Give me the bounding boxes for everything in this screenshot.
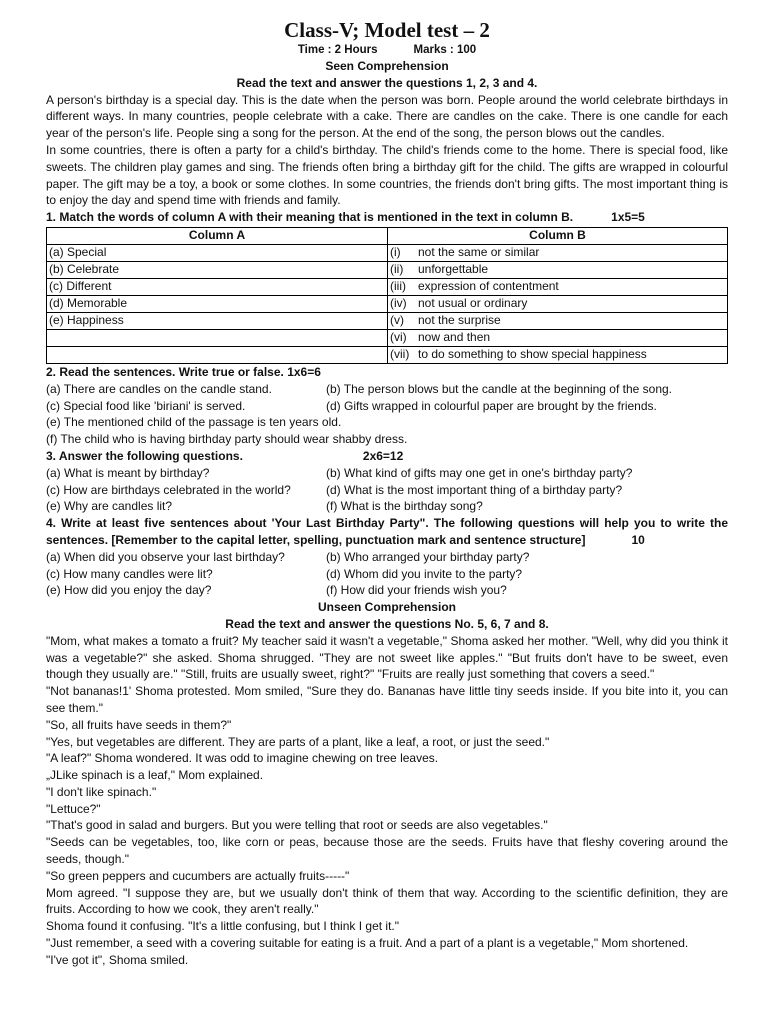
column-b-cell	[388, 312, 728, 329]
question-4-item: (f) How did your friends wish you?	[326, 583, 507, 598]
column-a-cell	[47, 346, 388, 363]
column-b-cell	[388, 278, 728, 295]
column-a-cell: (b) Celebrate	[47, 261, 388, 278]
column-b-cell	[388, 346, 728, 363]
column-b-text: unforgettable	[418, 262, 489, 277]
unseen-paragraph: Shoma found it confusing. "It's a little confusing, but I think I get it."	[46, 919, 400, 934]
table-row	[47, 346, 728, 363]
column-a-cell: (d) Memorable	[47, 295, 388, 312]
column-b-cell	[388, 329, 728, 346]
table-row	[47, 295, 728, 312]
question-4-item: (b) Who arranged your birthday party?	[326, 549, 530, 564]
question-4-item: (a) When did you observe your last birthday?	[46, 549, 285, 564]
question-3-item: (e) Why are candles lit?	[46, 499, 173, 514]
question-2-item: (c) Special food like 'biriani' is served.	[46, 398, 246, 413]
question-2-item: (f) The child who is having birthday party should wear shabby dress.	[46, 432, 408, 447]
column-b-text: not the same or similar	[418, 245, 540, 260]
question-2-text: 2. Read the sentences. Write true or false. 1x6=6	[46, 364, 321, 379]
question-2-row	[46, 381, 728, 398]
seen-instruction: Read the text and answer the questions 1, 2, 3 and 4.	[236, 75, 538, 90]
question-4-marks: 10	[631, 532, 645, 547]
question-2-row	[46, 398, 728, 415]
question-3-item: (f) What is the birthday song?	[326, 499, 483, 514]
table-row	[47, 329, 728, 346]
column-a-cell: (a) Special	[47, 244, 388, 261]
seen-heading: Seen Comprehension	[325, 59, 449, 73]
question-4-row	[46, 549, 728, 566]
column-b-cell	[388, 295, 728, 312]
unseen-paragraph: Mom agreed. "I suppose they are, but we usually don't think of them that way. According to the scientific definition, they are fruits. According to how we cook, they aren't really."	[46, 885, 728, 917]
column-b-number: (vii)	[390, 347, 410, 362]
question-4-text: 4. Write at least five sentences about 'Your Last Birthday Party". The following questions will help you to write the sentences. [Remember to the capital letter, spelling, punctuation mark and sentence structure]	[46, 516, 728, 547]
column-a-cell: (e) Happiness	[47, 312, 388, 329]
question-4-item: (d) Whom did you invite to the party?	[326, 566, 523, 581]
column-b-cell	[388, 244, 728, 261]
question-4-row	[46, 566, 728, 583]
table-row	[47, 261, 728, 278]
question-2-item: (e) The mentioned child of the passage is ten years old.	[46, 415, 342, 430]
column-b-text: to do something to show special happiness	[418, 347, 647, 362]
question-2-item: (d) Gifts wrapped in colourful paper are brought by the friends.	[326, 398, 657, 413]
column-b-number: (iii)	[390, 279, 406, 294]
table-row	[47, 278, 728, 295]
unseen-paragraph: "So, all fruits have seeds in them?"	[46, 717, 232, 732]
time-label: Time : 2 Hours	[297, 44, 378, 56]
seen-paragraph-2: In some countries, there is often a party for a child's birthday. The child's friends come to the home. There is special food, like sweets. The children play games and sing. The friends often bring a birthday gift for the child. The gifts are wrapped in colourful paper. The gift may be a toy, a book or some clothes. In some countries, the friends don't bring gifts. The most important thing is to enjoy the day and spend time with friends and family.	[46, 142, 728, 208]
question-1-text: 1. Match the words of column A with their meaning that is mentioned in the text in column B.	[46, 210, 574, 225]
question-3-row	[46, 498, 728, 515]
column-a-header: Column A	[47, 227, 388, 244]
unseen-paragraph: „JLike spinach is a leaf," Mom explained.	[46, 768, 264, 783]
exam-meta	[46, 43, 728, 58]
column-b-number: (v)	[390, 313, 404, 328]
marks-label: Marks : 100	[413, 44, 477, 56]
column-b-text: now and then	[418, 330, 491, 345]
question-3-item: (d) What is the most important thing of a birthday party?	[326, 482, 623, 497]
question-1	[46, 209, 728, 226]
question-3-item: (a) What is meant by birthday?	[46, 465, 210, 480]
question-3-row	[46, 465, 728, 482]
unseen-paragraph: "Just remember, a seed with a covering suitable for eating is a fruit. And a part of a plant is a vegetable," Mom shortened.	[46, 936, 689, 951]
unseen-paragraph: "Yes, but vegetables are different. They are parts of a plant, like a leaf, a root, or just the seed."	[46, 734, 550, 749]
unseen-passage	[46, 633, 728, 969]
unseen-paragraph: "That's good in salad and burgers. But you were telling that root or seeds are also vegetables."	[46, 818, 548, 833]
column-b-text: expression of contentment	[418, 279, 559, 294]
column-b-header: Column B	[388, 227, 728, 244]
unseen-paragraph: "I've got it", Shoma smiled.	[46, 952, 189, 967]
unseen-paragraph: "So green peppers and cucumbers are actually fruits-----"	[46, 868, 350, 883]
column-b-cell	[388, 261, 728, 278]
question-3	[46, 448, 728, 465]
question-3-item: (b) What kind of gifts may one get in one's birthday party?	[326, 465, 633, 480]
question-3-row	[46, 482, 728, 499]
unseen-heading: Unseen Comprehension	[317, 600, 457, 615]
column-b-number: (vi)	[390, 330, 407, 345]
unseen-paragraph: "A leaf?" Shoma wondered. It was odd to imagine chewing on tree leaves.	[46, 751, 439, 766]
question-4	[46, 515, 728, 549]
column-b-number: (ii)	[390, 262, 404, 277]
question-3-text: 3. Answer the following questions.	[46, 448, 243, 463]
question-3-item: (c) How are birthdays celebrated in the world?	[46, 482, 291, 497]
column-a-cell: (c) Different	[47, 278, 388, 295]
unseen-paragraph: "Not bananas!1' Shoma protested. Mom smiled, "Sure they do. Bananas have little tiny seeds inside. If you bite into it, you can see them."	[46, 684, 728, 715]
question-4-item: (e) How did you enjoy the day?	[46, 583, 212, 598]
column-b-text: not the surprise	[418, 313, 501, 328]
question-4-row	[46, 582, 728, 599]
matching-table	[46, 227, 728, 364]
table-row	[47, 312, 728, 329]
question-2-item: (a) There are candles on the candle stand.	[46, 381, 272, 396]
seen-paragraph-1: A person's birthday is a special day. This is the date when the person was born. People around the world celebrate birthdays in different ways. In many countries, people celebrate with a cake. There are candles on the cake. There is one candle for each year of the person's life. People sing a song for the person. At the end of the song, the person blows out the candles.	[46, 92, 728, 141]
unseen-instruction: Read the text and answer the questions No. 5, 6, 7 and 8.	[225, 616, 549, 631]
page-title: Class-V; Model test – 2	[284, 18, 490, 42]
question-3-marks: 2x6=12	[362, 448, 404, 463]
column-b-number: (iv)	[390, 296, 407, 311]
column-b-number: (i)	[390, 245, 401, 260]
question-4-item: (c) How many candles were lit?	[46, 566, 213, 581]
unseen-paragraph: "Seeds can be vegetables, too, like corn or peas, because those are the seeds. Fruits have that fleshy covering around the seeds, though."	[46, 835, 728, 867]
question-1-marks: 1x5=5	[611, 210, 645, 225]
unseen-paragraph: "Lettuce?"	[46, 801, 101, 816]
column-b-text: not usual or ordinary	[418, 296, 528, 311]
table-row	[47, 244, 728, 261]
column-a-cell	[47, 329, 388, 346]
question-2-item: (b) The person blows but the candle at the beginning of the song.	[326, 381, 673, 396]
table-header-row	[47, 227, 728, 244]
unseen-paragraph: "I don't like spinach."	[46, 784, 157, 799]
unseen-paragraph: "Mom, what makes a tomato a fruit? My teacher said it wasn't a vegetable," Shoma asked her mother. "Well, why did you think it was a vegetable?" she asked. Shoma shrugged. "They are not sweet like apples." "But fruits don't have to be sweet, even though they usually are." "Still, fruits are usually sweet, right?" "Fruits are really just something that covers a seed."	[46, 633, 728, 682]
